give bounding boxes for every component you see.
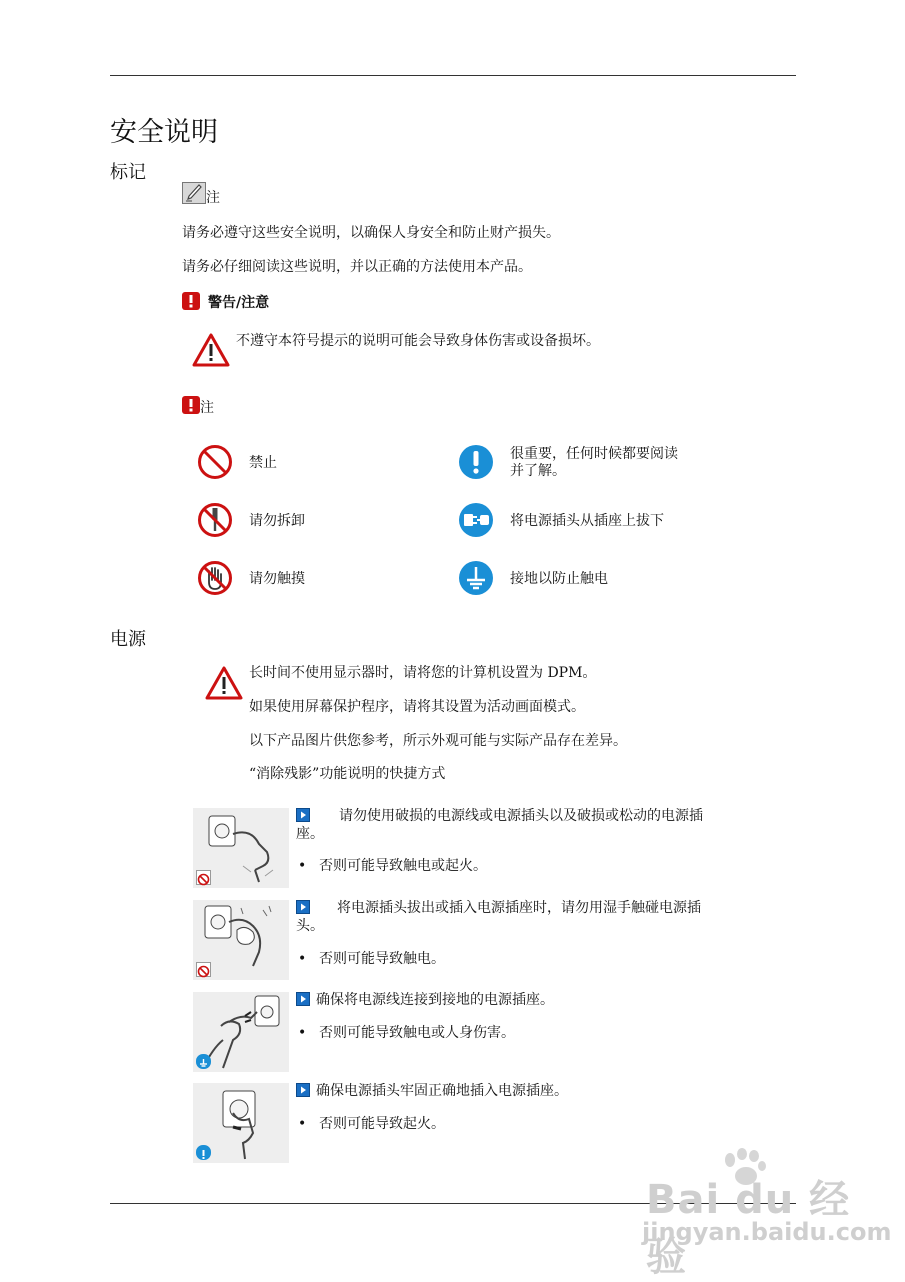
prohibited-icon bbox=[197, 444, 233, 480]
power-item-2-line1: 将电源插头拔出或插入电源插座时，请勿用湿手触碰电源插 bbox=[337, 900, 701, 916]
section-heading-power: 电源 bbox=[110, 629, 146, 650]
warning-label: 警告/注意 bbox=[208, 295, 270, 311]
pencil-note-icon bbox=[182, 182, 206, 204]
power-image-plug-firmly bbox=[193, 1083, 289, 1163]
power-item-3-line1: 确保将电源线连接到接地的电源插座。 bbox=[316, 992, 554, 1008]
power-item-1-bullet: 否则可能导致触电或起火。 bbox=[319, 858, 487, 874]
blue-arrow-bullet-icon bbox=[296, 992, 310, 1006]
power-intro-1: 长时间不使用显示器时，请将您的计算机设置为 DPM。 bbox=[249, 665, 597, 681]
symbol-label-unplug: 将电源插头从插座上拔下 bbox=[510, 513, 664, 529]
symbol-label-prohibited: 禁止 bbox=[249, 455, 277, 471]
ground-mini-badge bbox=[196, 1054, 211, 1069]
warning-triangle-icon bbox=[192, 333, 230, 367]
power-intro-3: 以下产品图片供您参考，所示外观可能与实际产品存在差异。 bbox=[249, 733, 627, 749]
power-intro-2: 如果使用屏幕保护程序，请将其设置为活动画面模式。 bbox=[249, 699, 585, 715]
symbol-label-important-2: 并了解。 bbox=[510, 463, 566, 479]
power-item-1-line2: 座。 bbox=[296, 826, 324, 842]
power-image-damaged-cord bbox=[193, 808, 289, 888]
page-title: 安全说明 bbox=[110, 117, 218, 148]
watermark-logo: Bai du 经验 bbox=[646, 1177, 851, 1280]
warning-text: 不遵守本符号提示的说明可能会导致身体伤害或设备损坏。 bbox=[236, 333, 600, 349]
power-intro-4: “消除残影”功能说明的快捷方式 bbox=[249, 766, 446, 782]
note-label: 注 bbox=[206, 190, 220, 206]
section-heading-marking: 标记 bbox=[110, 162, 146, 183]
blue-arrow-bullet-icon bbox=[296, 1083, 310, 1097]
important-icon bbox=[458, 444, 494, 480]
prohibited-mini-badge bbox=[196, 962, 211, 977]
symbol-label-important-1: 很重要，任何时候都要阅读 bbox=[510, 446, 678, 462]
watermark-url: jingyan.baidu.com bbox=[642, 1218, 892, 1246]
important-mini-badge bbox=[196, 1145, 211, 1160]
exclamation-red-icon bbox=[182, 292, 200, 310]
power-item-3-bullet: 否则可能导致触电或人身伤害。 bbox=[319, 1025, 515, 1041]
bullet-dot: • bbox=[298, 858, 307, 874]
ground-icon bbox=[458, 560, 494, 596]
power-item-4-bullet: 否则可能导致起火。 bbox=[319, 1116, 445, 1132]
symbol-label-no-touch: 请勿触摸 bbox=[249, 571, 305, 587]
power-item-2-bullet: 否则可能导致触电。 bbox=[319, 951, 445, 967]
bullet-dot: • bbox=[298, 1116, 307, 1132]
power-item-4-line1: 确保电源插头牢固正确地插入电源插座。 bbox=[316, 1083, 568, 1099]
bullet-dot: • bbox=[298, 951, 307, 967]
bullet-dot: • bbox=[298, 1025, 307, 1041]
note-line-1: 请务必遵守这些安全说明，以确保人身安全和防止财产损失。 bbox=[182, 225, 560, 241]
no-disassemble-icon bbox=[197, 502, 233, 538]
exclamation-red-icon-2 bbox=[182, 396, 200, 414]
note2-label: 注 bbox=[200, 400, 214, 416]
top-rule bbox=[110, 75, 796, 76]
symbol-label-ground: 接地以防止触电 bbox=[510, 571, 608, 587]
power-item-1-line1: 请勿使用破损的电源线或电源插头以及破损或松动的电源插 bbox=[339, 808, 703, 824]
no-touch-icon bbox=[197, 560, 233, 596]
unplug-icon bbox=[458, 502, 494, 538]
warning-triangle-icon-2 bbox=[205, 666, 243, 700]
watermark bbox=[640, 1150, 892, 1280]
power-image-grounded-outlet bbox=[193, 992, 289, 1072]
prohibited-mini-badge bbox=[196, 870, 211, 885]
blue-arrow-bullet-icon bbox=[296, 808, 310, 822]
note-line-2: 请务必仔细阅读这些说明，并以正确的方法使用本产品。 bbox=[182, 259, 532, 275]
blue-arrow-bullet-icon bbox=[296, 900, 310, 914]
symbol-label-no-disassemble: 请勿拆卸 bbox=[249, 513, 305, 529]
power-item-2-line2: 头。 bbox=[296, 918, 324, 934]
power-image-wet-hands bbox=[193, 900, 289, 980]
